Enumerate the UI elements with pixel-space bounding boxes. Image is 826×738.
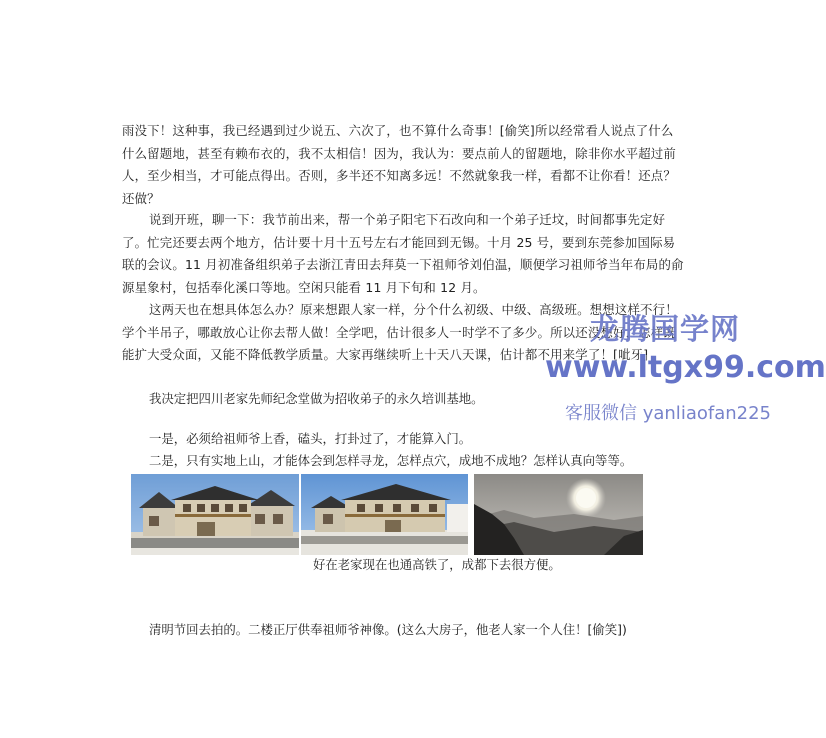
paragraph-4: 我决定把四川老家先师纪念堂做为招收弟子的永久培训基地。 bbox=[149, 391, 484, 406]
watermark-service-wechat: 客服微信 yanliaofan225 bbox=[565, 403, 771, 424]
paragraph-7: 清明节回去拍的。二楼正厅供奉祖师爷神像。(这么大房子，他老人家一个人住！[偷笑]) bbox=[149, 622, 627, 637]
watermark-url: www.ltgx99.com bbox=[545, 350, 826, 385]
photo-memorial-hall-side bbox=[301, 474, 468, 555]
paragraph-6: 二是，只有实地上山，才能体会到怎样寻龙，怎样点穴，成地不成地？怎样认真向等等。 bbox=[149, 453, 633, 468]
paragraph-3: 这两天也在想具体怎么办？原来想跟人家一样，分个什么初级、中级、高级班。想想这样不行！学个半吊子，哪敢放心让你去帮人做！全学吧，估计很多人一时学不了多少。所以还没想好，怎样既能扩大受众面，又能不降低教学质量。大家再继续听上十天八天课，估计都不用来学了！[呲牙] bbox=[122, 302, 678, 362]
paragraph-1: 雨没下！这种事，我已经遇到过少说五、六次了，也不算什么奇事！[偷笑]所以经常看人说点了什么什么留题地，甚至有赖布衣的，我不太相信！因为，我认为：要点前人的留题地，除非你水平超过前人，至少相当，才可能点得出。否则，多半还不知离多远！不然就象我一样，看都不让你看！还点？还做？ bbox=[122, 123, 676, 206]
photo-memorial-hall-front bbox=[131, 474, 299, 555]
watermark-site-name: 龙腾国学网 bbox=[590, 312, 741, 346]
paragraph-5: 一是，必须给祖师爷上香，磕头，打卦过了，才能算入门。 bbox=[149, 431, 472, 446]
photo-caption: 好在老家现在也通高铁了，成都下去很方便。 bbox=[313, 557, 561, 572]
paragraph-2: 说到开班，聊一下：我节前出来，帮一个弟子阳宅下石改向和一个弟子迁坟，时间都事先定好了。忙完还要去两个地方，估计要十月十五号左右才能回到无锡。十月 25 号，要到东莞参加国际易联的会议。11 月初准备组织弟子去浙江青田去拜莫一下祖师爷刘伯温，顺便学习祖师爷当年布局的俞源星象村，包括奉化溪口等地。空闲只能看 11 月下旬和 12 月。 bbox=[122, 212, 684, 295]
photo-mountain-sunrise bbox=[474, 474, 643, 555]
